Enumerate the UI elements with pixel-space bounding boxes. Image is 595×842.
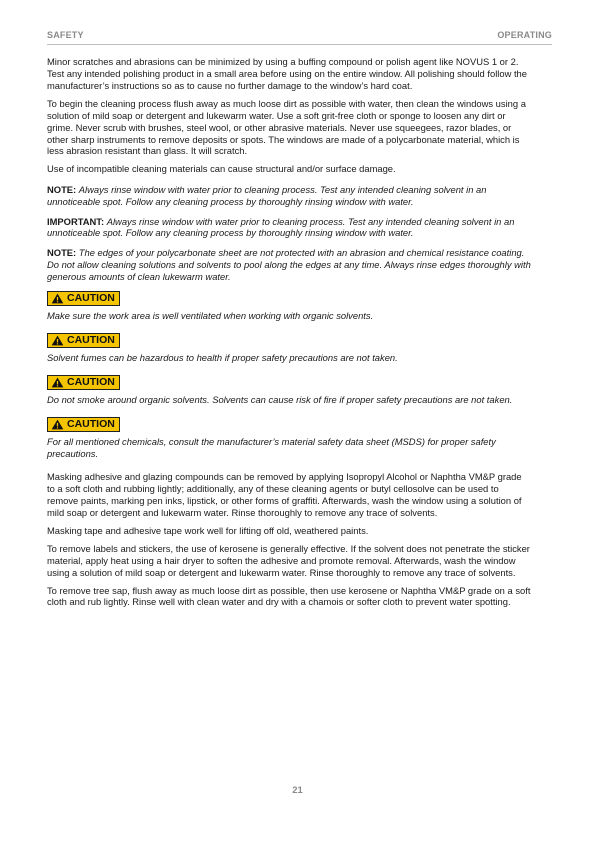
note-rinse [47,184,532,208]
caution-label: CAUTION [67,376,115,389]
section-title: SAFETY [47,30,84,40]
note-label: NOTE: [47,184,77,196]
paragraph-cleaning-process: To begin the cleaning process flush away as much loose dirt as possible with water, then clean the windows using a solution of mild soap or detergent and lukewarm water. Use a soft grit-free cloth or sponge to loosen any dirt or grime. Never scrub with brushes, steel wool, or other abrasive materials. Never use squeegees, razor blades, or other sharp instruments to remove deposits or spots. The windows are made of a polycarbonate material, which is less abrasion resistant than glass. It will scratch. [47,97,526,157]
caution-badge [47,417,120,432]
note-text: Always rinse window with water prior to cleaning process. Test any intended cleaning solvent in an unnoticeable spot. Follow any cleaning process by thoroughly rinsing window with water. [47,184,487,208]
important-rinse [47,216,532,240]
caution-text: Do not smoke around organic solvents. Solvents can cause risk of fire if proper safety precautions are not taken. [47,394,513,406]
page-content [47,56,532,614]
warning-triangle-icon [51,419,64,430]
caution-ventilation [47,291,532,322]
paragraph-polishing: Minor scratches and abrasions can be minimized by using a buffing compound or polish agent like NOVUS 1 or 2. Test any intended polishing product in a small area before using on the entire window. All polishing should follow the manufacturer’s instructions so as to cause no further damage to the window’s hard coat. [47,56,527,91]
caution-label: CAUTION [67,334,115,347]
caution-fumes [47,333,532,364]
important-text: Always rinse window with water prior to cleaning process. Test any intended cleaning solvent in an unnoticeable spot. Follow any cleaning process by thoroughly rinsing window with water. [47,215,515,239]
paragraph-labels-stickers: To remove labels and stickers, the use of kerosene is generally effective. If the solvent does not penetrate the sticker material, apply heat using a hair dryer to soften the adhesive and promote removal. Afterwards, wash the window using a solution of mild soap or detergent and lukewarm water. Rinse thoroughly to remove any trace of solvents. [47,542,530,578]
caution-label: CAUTION [67,292,115,305]
note-edges [47,247,532,283]
caution-text: For all mentioned chemicals, consult the manufacturer’s material safety data sheet (MSDS) for proper safety precautions. [47,436,496,460]
caution-badge [47,291,120,306]
page-header [47,28,552,45]
paragraph-masking-tape: Masking tape and adhesive tape work well for lifting off old, weathered paints. [47,524,369,536]
removal-instructions [47,471,532,608]
paragraph-tree-sap: To remove tree sap, flush away as much loose dirt as possible, then use kerosene or Naphtha VM&P grade on a soft cloth and rub lightly. Rinse well with clean water and dry with a chamois or softer cloth to prevent water spotting. [47,584,531,608]
caution-text: Solvent fumes can be hazardous to health if proper safety precautions are not taken. [47,352,398,364]
chapter-title: OPERATING [497,30,552,40]
page-number: 21 [292,785,303,796]
caution-text: Make sure the work area is well ventilated when working with organic solvents. [47,310,374,322]
warning-triangle-icon [51,335,64,346]
paragraph-incompatible-materials: Use of incompatible cleaning materials can cause structural and/or surface damage. [47,163,396,175]
warning-triangle-icon [51,293,64,304]
warning-triangle-icon [51,377,64,388]
note-label: NOTE: [47,246,77,258]
note-text: The edges of your polycarbonate sheet are not protected with an abrasion and chemical resistance coating. Do not allow cleaning solutions and solvents to pool along the edges at any time. Always rinse edges thoroughly with generous amounts of clean lukewarm water. [47,246,531,282]
caution-badge [47,333,120,348]
caution-msds [47,417,532,460]
important-label: IMPORTANT: [47,215,105,227]
paragraph-masking-adhesive: Masking adhesive and glazing compounds can be removed by applying Isopropyl Alcohol or Naphtha VM&P grade to a soft cloth and rubbing lightly; additionally, any of these cleaning agents or butyl cellosolve can be used to remove paints, marking pen inks, lipstick, or other forms of graffiti. Afterwards, wash the window using a solution of mild soap or detergent and lukewarm water. Rinse thoroughly to remove any trace of solvents. [47,471,522,518]
caution-badge [47,375,120,390]
caution-smoking [47,375,532,406]
caution-label: CAUTION [67,418,115,431]
